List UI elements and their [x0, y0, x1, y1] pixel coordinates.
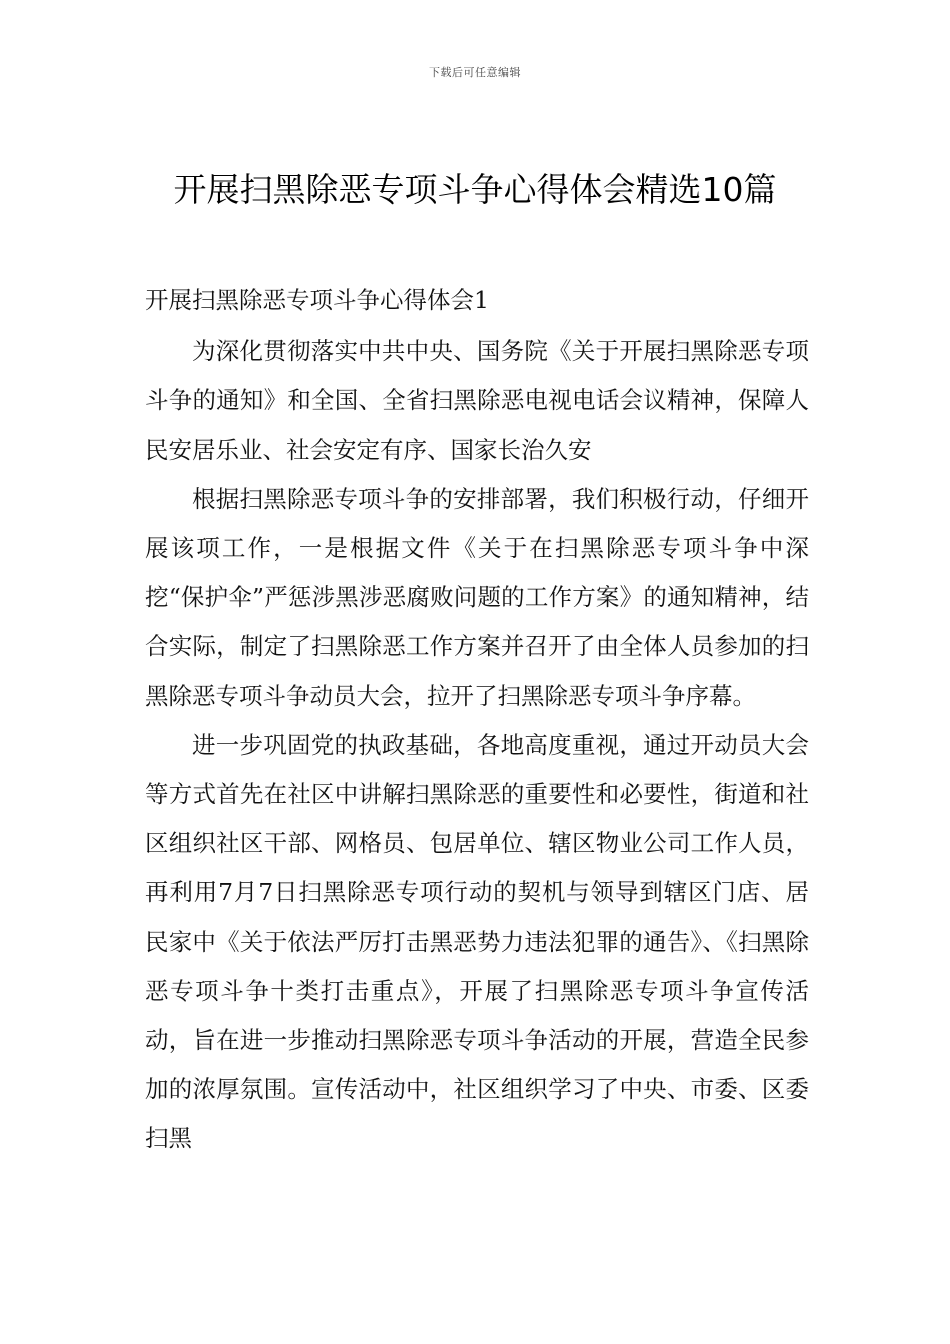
- header-note: 下载后可任意编辑: [429, 66, 521, 79]
- document-body: [145, 276, 809, 1164]
- paragraph-3: 进一步巩固党的执政基础，各地高度重视，通过开动员大会等方式首先在社区中讲解扫黑除恶的重要性和必要性，街道和社区组织社区干部、网格员、包居单位、辖区物业公司工作人员，再利用7月7日扫黑除恶专项行动的契机与领导到辖区门店、居民家中《关于依法严厉打击黑恶势力违法犯罪的通告》、《扫黑除恶专项斗争十类打击重点》，开展了扫黑除恶专项斗争宣传活动，旨在进一步推动扫黑除恶专项斗争活动的开展，营造全民参加的浓厚氛围。宣传活动中，社区组织学习了中央、市委、区委扫黑: [145, 730, 809, 1153]
- document-title: 开展扫黑除恶专项斗争心得体会精选10篇: [173, 170, 777, 209]
- paragraph-2: 根据扫黑除恶专项斗争的安排部署，我们积极行动，仔细开展该项工作，一是根据文件《关于在扫黑除恶专项斗争中深挖“保护伞”严惩涉黑涉恶腐败问题的工作方案》的通知精神，结合实际，制定了扫黑除恶工作方案并召开了由全体人员参加的扫黑除恶专项斗争动员大会，拉开了扫黑除恶专项斗争序幕。: [145, 484, 809, 710]
- paragraph-1: 为深化贯彻落实中共中央、国务院《关于开展扫黑除恶专项斗争的通知》和全国、全省扫黑除恶电视电话会议精神，保障人民安居乐业、社会安定有序、国家长治久安: [145, 337, 809, 464]
- section-heading: 开展扫黑除恶专项斗争心得体会1: [145, 286, 489, 314]
